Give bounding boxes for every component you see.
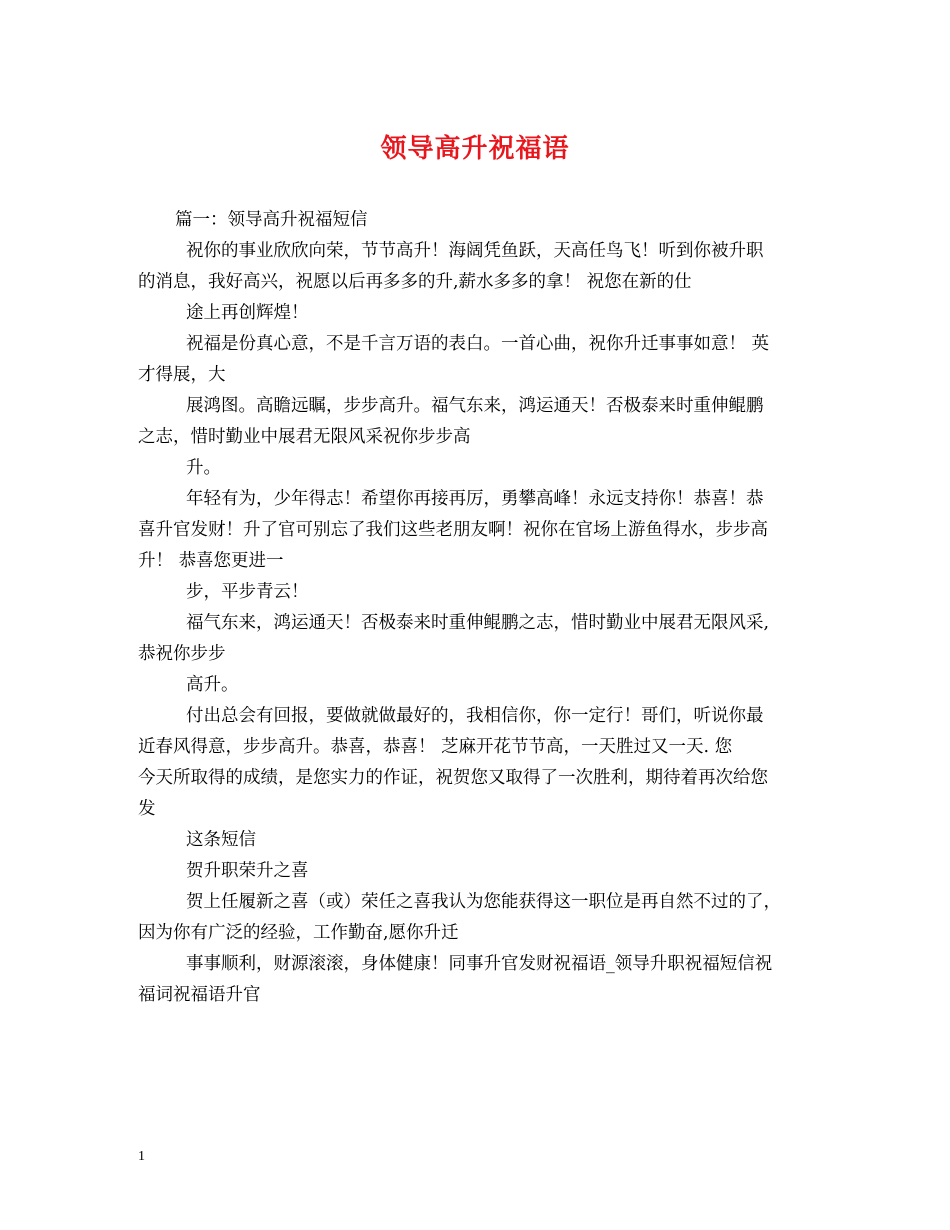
body-line: 福气东来，鸿运通天！否极泰来时重伸鲲鹏之志，惜时勤业中展君无限风采,	[186, 613, 770, 633]
body-line: 升！ 恭喜您更进一	[138, 551, 284, 571]
body-line: 才得展，大	[138, 365, 226, 385]
body-line: 付出总会有回报，要做就做最好的，我相信你，你一定行！哥们，听说你最	[186, 706, 764, 726]
body-line: 因为你有广泛的经验，工作勤奋,愿你升迁	[138, 923, 459, 943]
body-line: 途上再创辉煌！	[186, 303, 309, 323]
body-line: 事事顺利，财源滚滚，身体健康！同事升官发财祝福语_领导升职祝福短信祝	[186, 954, 773, 974]
body-line: 的消息，我好高兴，祝愿以后再多多的升,薪水多多的拿！ 祝您在新的仕	[138, 272, 692, 292]
page-number: 1	[138, 1149, 145, 1164]
body-line: 年轻有为，少年得志！希望你再接再厉，勇攀高峰！永远支持你！恭喜！恭	[186, 489, 764, 509]
body-line: 祝你的事业欣欣向荣，节节高升！海阔凭鱼跃，天高任鸟飞！听到你被升职	[186, 241, 764, 261]
body-line: 发	[138, 799, 156, 819]
body-line: 贺上任履新之喜（或）荣任之喜我认为您能获得这一职位是再自然不过的了，	[186, 892, 781, 912]
document-body	[138, 205, 814, 1011]
body-line: 喜升官发财！升了官可别忘了我们这些老朋友啊！祝你在官场上游鱼得水，步步高	[138, 520, 768, 540]
body-line: 这条短信	[186, 830, 256, 850]
section-heading: 篇一：领导高升祝福短信	[175, 210, 368, 230]
body-line: 高升。	[186, 675, 239, 695]
body-line: 之志，惜时勤业中展君无限风采祝你步步高	[138, 427, 471, 447]
body-line: 恭祝你步步	[138, 644, 226, 664]
body-line: 展鸿图。高瞻远瞩，步步高升。福气东来，鸿运通天！否极泰来时重伸鲲鹏	[186, 396, 764, 416]
body-line: 今天所取得的成绩，是您实力的作证，祝贺您又取得了一次胜利，期待着再次给您	[138, 768, 768, 788]
body-line: 贺升职荣升之喜	[186, 861, 309, 881]
document-title: 领导高升祝福语	[380, 134, 570, 164]
body-line: 升。	[186, 458, 221, 478]
body-line: 近春风得意，步步高升。恭喜，恭喜！ 芝麻开花节节高，一天胜过又一天. 您	[138, 737, 733, 757]
body-line: 福词祝福语升官	[138, 985, 261, 1005]
body-line: 祝福是份真心意，不是千言万语的表白。一首心曲，祝你升迁事事如意！ 英	[186, 334, 770, 354]
body-line: 步，平步青云！	[186, 582, 309, 602]
